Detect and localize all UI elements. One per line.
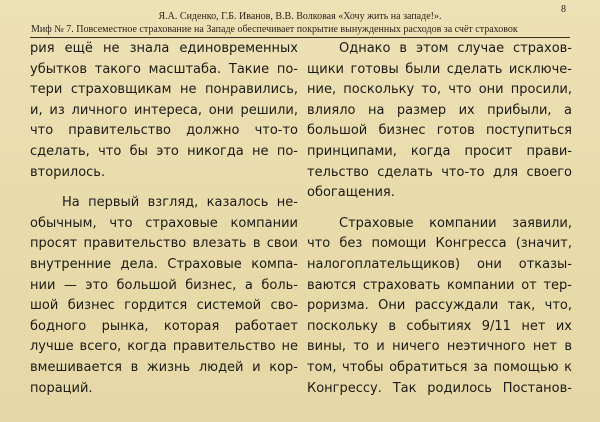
text-line: нии — это большой бизнес, а боль- <box>30 277 298 293</box>
text-line: Однако в этом случае страхов- <box>339 41 572 56</box>
text-line: и, из личного интереса, они решили, <box>30 102 298 118</box>
text-line: сделать, что бы это никогда не по- <box>30 143 298 159</box>
text-line: большой бизнес готов поступиться <box>307 123 572 139</box>
text-line: вторилось. <box>30 164 106 180</box>
paragraph-gap <box>307 204 572 214</box>
text-line: На первый взгляд, казалось не- <box>62 195 298 211</box>
text-line: ваются страховать компании от тер- <box>307 277 572 293</box>
text-line: пораций. <box>30 380 93 396</box>
header-authors-title: Я.А. Сиденко, Г.Б. Иванов, В.В. Волковая «Хочу жить на западе!». <box>158 11 442 22</box>
text-line: роризма. Они рассуждали так, что, <box>307 298 572 314</box>
header-divider <box>30 37 570 38</box>
text-line: том, чтобы обратиться за помощью к <box>307 359 572 375</box>
text-line: шой бизнес гордится системой сво- <box>30 298 298 314</box>
text-line: налогоплательщиков) они отказы- <box>307 256 572 272</box>
text-line: тери страховщикам не понравились, <box>30 82 298 98</box>
header-chapter-title: Миф № 7. Повсеместное страхование на Западе обеспечивает покрытие вынужденных расходов за счёт страховок <box>31 24 518 35</box>
text-line: вмешивается в жизнь людей и кор- <box>30 359 298 375</box>
text-line: внутренние дела. Страховые компа- <box>30 256 298 272</box>
left-column <box>30 39 298 399</box>
text-line: Конгрессу. Так родилось Постанов- <box>307 380 572 396</box>
text-line: ние, поскольку то, что они просили, <box>307 82 572 98</box>
text-line: просят правительство влезать в свои <box>30 236 298 252</box>
text-line: бодного рынка, которая работает <box>30 318 298 334</box>
right-column <box>307 39 572 399</box>
text-line: лучше всего, когда правительство не <box>30 339 298 355</box>
text-line: поскольку в событиях 9/11 нет их <box>307 318 572 334</box>
page-number: 8 <box>561 4 566 15</box>
paragraph-gap <box>30 183 298 193</box>
text-line: тельство сделать что-то для своего <box>307 164 572 180</box>
text-line: щики готовы были сделать исключе- <box>307 61 572 77</box>
text-line: убытков такого масштаба. Такие по- <box>30 61 298 77</box>
text-line: принципами, когда просит прави- <box>307 143 572 159</box>
text-line: что правительство должно что-то <box>30 123 298 139</box>
text-line: обычным, что страховые компании <box>30 215 298 231</box>
text-line: что без помощи Конгресса (значит, <box>307 236 572 252</box>
text-line: влияло на размер их прибыли, а <box>307 102 572 118</box>
text-line: вины, то и ничего неэтичного нет в <box>307 339 572 355</box>
text-line: рия ещё не знала единовременных <box>30 41 298 56</box>
text-line: Страховые компании заявили, <box>339 215 572 231</box>
text-line: обогащения. <box>307 185 395 201</box>
